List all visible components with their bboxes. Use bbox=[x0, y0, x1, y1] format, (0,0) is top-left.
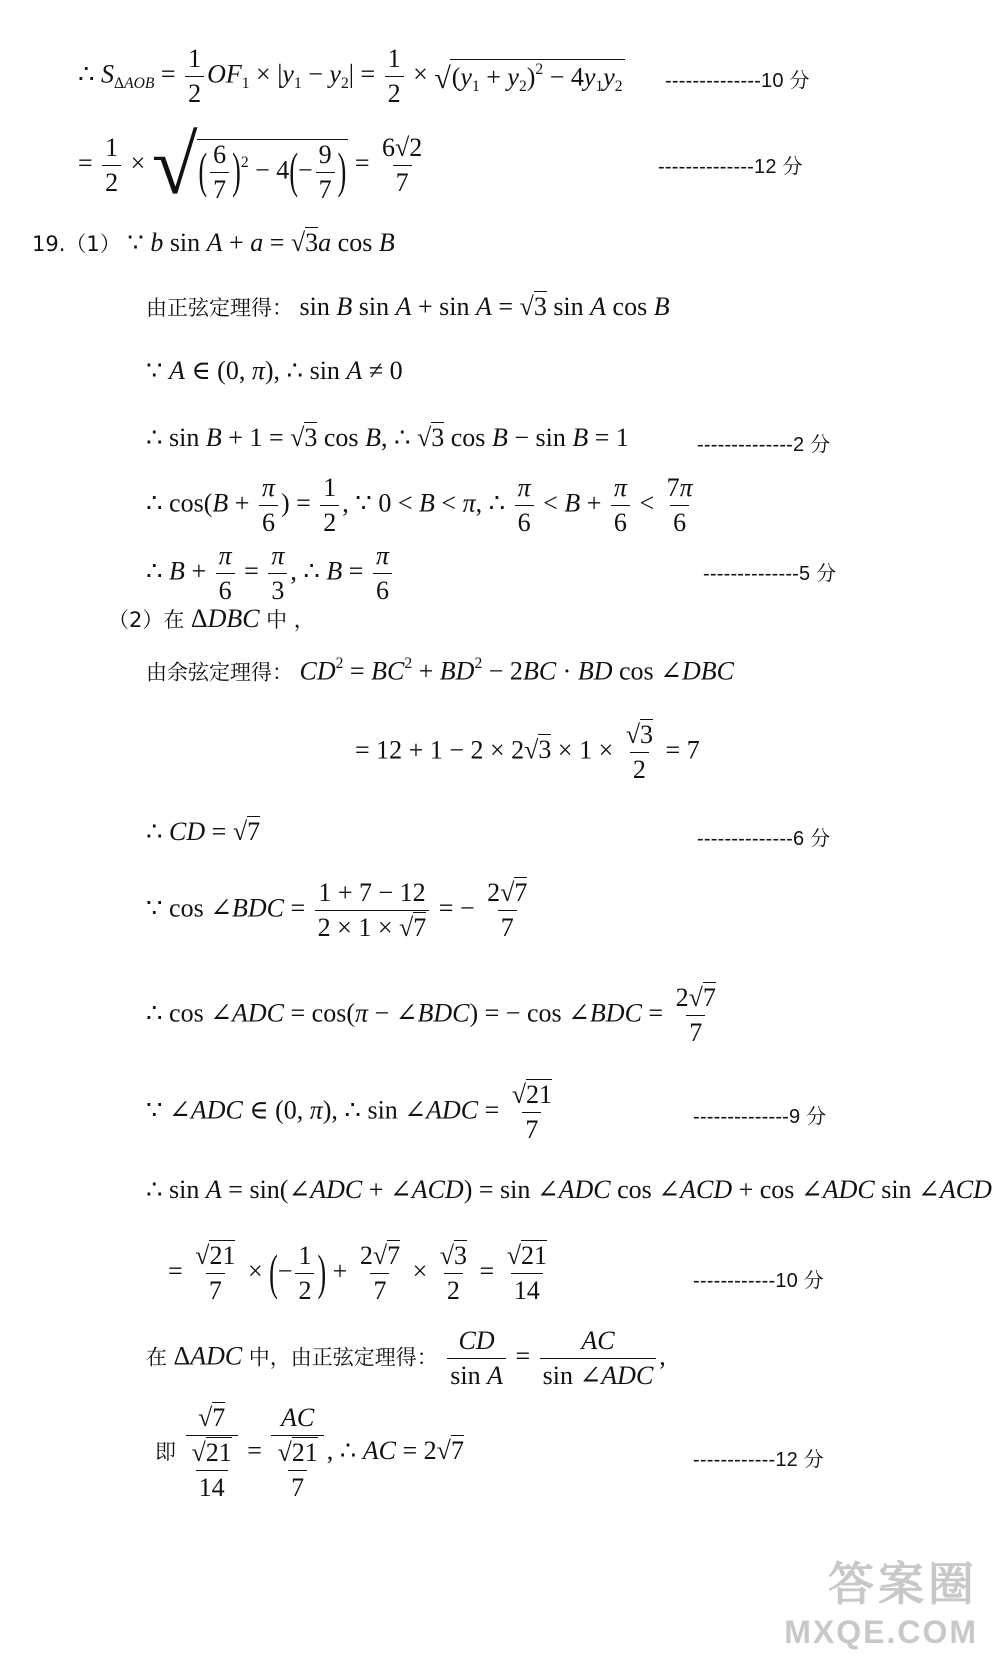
sin-a-nonzero: ∵ A ∈ (0, π), ∴ sin A ≠ 0 bbox=[146, 356, 403, 385]
part2-heading: （2）在 ΔDBC 中 ， bbox=[108, 604, 315, 633]
zhong-label: 中 ， bbox=[266, 608, 315, 632]
b-result: ∴ B + $\frac{\pi}{6}$ = $\frac{\pi}{3}$ , ∴ B = $\frac{\pi}{6}$ bbox=[146, 543, 395, 604]
sine-rule-adc-label: 中，由正弦定理得： bbox=[248, 1345, 438, 1370]
question-number: 19.（1） bbox=[32, 232, 121, 256]
sin-adc: ∵ ∠ADC ∈ (0, π), ∴ sin ∠ADC = $\frac{√21}{7}$ bbox=[146, 1080, 553, 1144]
watermark-logo bbox=[784, 1548, 978, 1651]
watermark-text-url: MXQE.COM bbox=[784, 1614, 978, 1650]
score-5: --------------5 分 bbox=[703, 563, 837, 585]
sin-a-expansion: ∴ sin A = sin(∠ADC + ∠ACD) = sin ∠ADC cos ∠ACD + cos ∠ADC sin ∠ACD bbox=[146, 1175, 992, 1204]
q19-part1-given: 19.（1） ∵ b sin A + a = √3a cos B bbox=[32, 228, 395, 257]
sine-rule-label: 由正弦定理得： bbox=[146, 296, 293, 320]
score-10-a: --------------10 分 bbox=[665, 70, 810, 92]
score-2: --------------2 分 bbox=[697, 434, 831, 456]
formula-area-2: = $\frac{1}{2}$ × √ ( $\frac{6}{7}$ )$^2$ − 4(− $\frac{9}{7}$ ) = $\frac{6√2}{7}$ bbox=[78, 119, 423, 211]
score-6: --------------6 分 bbox=[697, 828, 831, 850]
score-10-b: ------------10 分 bbox=[693, 1270, 824, 1292]
part2-label: （2）在 bbox=[108, 608, 185, 632]
sine-rule-adc: 在 ΔADC 中，由正弦定理得： $\frac{CD}{\text{sin A}}$ = AC sin ∠ADC , bbox=[146, 1326, 666, 1390]
score-9: --------------9 分 bbox=[693, 1106, 827, 1128]
cosine-rule-label: 由余弦定理得： bbox=[146, 660, 293, 685]
cosine-rule-eval: = 12 + 1 − 2 × 2√3 × 1 × $\frac{√3}{2}$ = 7 bbox=[355, 720, 700, 784]
cosine-rule-step: 由余弦定理得： $CD^2 = BC^2 + BD^2 - 2BC$ · BD cos ∠DBC bbox=[146, 655, 734, 686]
score-12-b: ------------12 分 bbox=[693, 1449, 824, 1471]
score-12-a: --------------12 分 bbox=[658, 156, 803, 178]
cos-b-equation: ∴ sin B + 1 = √3 cos B, ∴ √3 cos B − sin B = 1 bbox=[146, 423, 629, 452]
in-label: 在 bbox=[146, 1345, 167, 1370]
cos-bdc: ∵ cos ∠BDC = $\frac{1 + 7 - 12}{2 \times 1 \times √7}$ = − $\frac{2√7}{7}$ bbox=[146, 878, 528, 942]
cos-adc: ∴ cos ∠ADC = cos(π − ∠BDC) = − cos ∠BDC = $\frac{2√7}{7}$ bbox=[146, 983, 716, 1047]
formula-area-1: ∴ $S_{\Delta AOB}$ = $\frac{1}{2}$ $OF_1 \times |y_1 - y_2|$ = $\frac{1}{2}$ × √ $(y_1 + y_2)^2 - 4y_1y_2$ bbox=[78, 44, 623, 108]
cd-result: ∴ CD = √7 bbox=[146, 817, 261, 846]
cos-b-plus-pi6: ∴ cos(B + $\frac{\pi}{6}$ ) = $\frac{1}{2}$ , ∵ 0 < B < π, ∴ $\frac{\pi}{6}$ < B + $\frac{\pi}{6}$ < $\frac{7\pi}{6}$ bbox=[146, 473, 693, 537]
ji-label: 即 bbox=[155, 1439, 176, 1464]
ac-result: 即 $\frac{√7}{\frac{√21}{14}}$ = $\frac{AC}{\frac{√21}{7}}$ , ∴ AC = 2√7 bbox=[155, 1403, 464, 1502]
sin-a-eval: = $\frac{√21}{7}$ × (− $\frac{1}{2}$ ) + $\frac{2√7}{7}$ × $\frac{√3}{2}$ = $\frac{√21}{14}$ bbox=[168, 1241, 547, 1305]
sine-rule-step: 由正弦定理得： sin B sin A + sin A = √3 sin A cos B bbox=[146, 292, 670, 321]
watermark-text-cn: 答案圈 bbox=[828, 1558, 978, 1610]
